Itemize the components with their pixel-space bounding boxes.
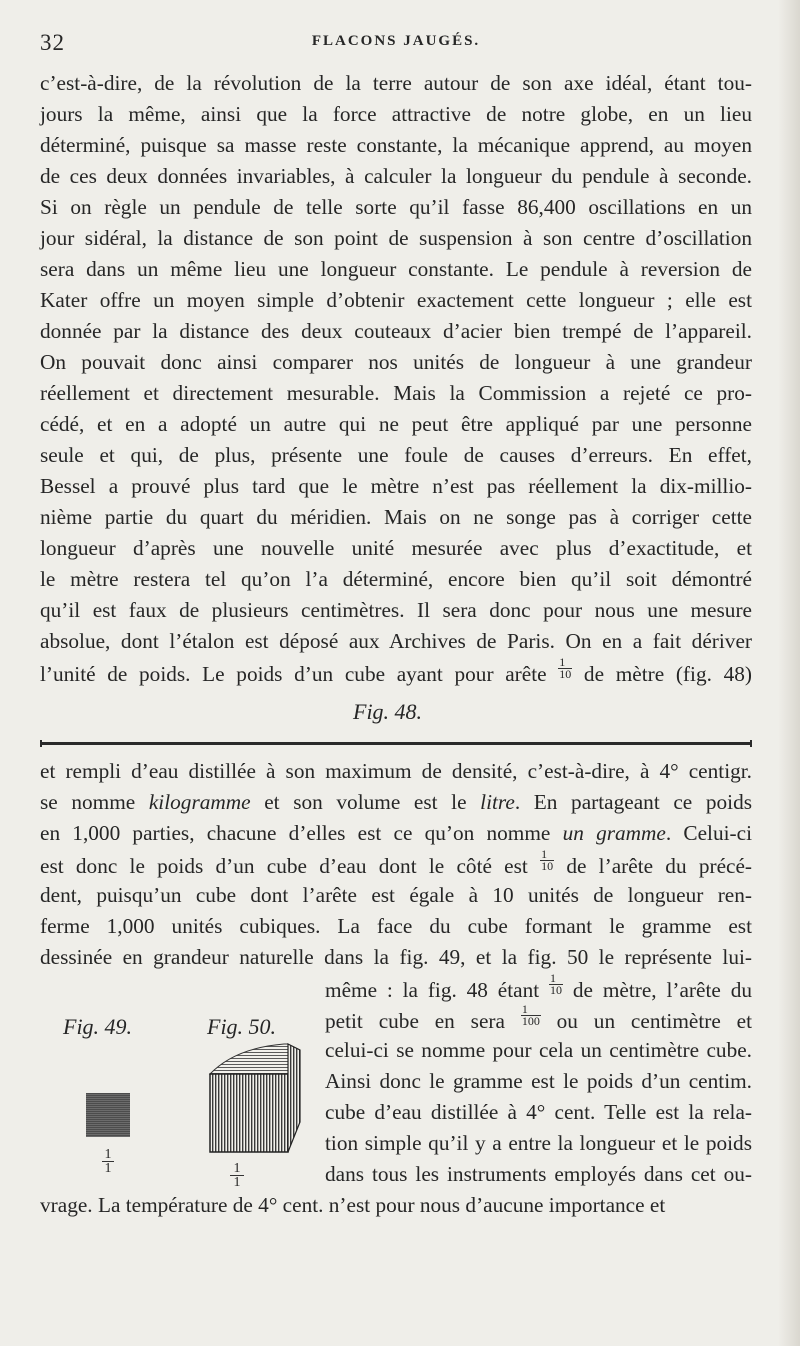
text-line: cube d’eau distillée à 4° cent. Telle est la rela- [325,1100,752,1124]
text-line: tion simple qu’il y a entre la longueur et le poids [325,1131,752,1155]
text-line: Kater offre un moyen simple d’obtenir exactement cette longueur ; elle est [40,288,752,312]
fig49-scale: 1 1 [102,1148,114,1175]
text-line: longueur d’après une nouvelle unité mesurée avec plus d’exactitude, et [40,536,752,560]
text-line: jour sidéral, la distance de son point de suspension à son centre d’oscillation [40,226,752,250]
text-line: qu’il est faux de plusieurs centimètres. Il sera donc pour nous une mesure [40,598,752,622]
text-line: vrage. La température de 4° cent. n’est pour nous d’aucune importance et [40,1193,666,1217]
text-line: petit cube en sera $\frac{1}{100}$ ou un centimètre et [325,1002,753,1033]
text-line: seule et qui, de plus, présente une foule de causes d’erreurs. En effet, [40,443,752,467]
text-line: se nomme kilogramme et son volume est le litre. En partageant ce poids [40,790,753,814]
text-line: On pouvait donc ainsi comparer nos unités de longueur à une grandeur [40,350,752,374]
text-line: est donc le poids d’un cube d’eau dont le côté est $\frac{1}{10}$ de l’arête du précé- [40,847,753,878]
text-line: Ainsi donc le gramme est le poids d’un centim. [325,1069,752,1093]
text-line: nième partie du quart du méridien. Mais on ne songe pas à corriger cette [40,505,752,529]
text-line: Bessel a prouvé plus tard que le mètre n’est pas réellement la dix-millio- [40,474,752,498]
fig48-decimeter-rule [40,740,752,747]
text-line: jours la même, ainsi que la force attractive de notre globe, en un lieu [40,102,752,126]
page-number: 32 [40,30,65,55]
fraction-one-tenth: $\frac{1}{10}$ [550,971,563,997]
text-line: cédé, et en a adopté un autre qui ne peut être appliqué par une personne [40,412,752,436]
fig50-caption: Fig. 50. [207,1014,277,1039]
running-head: FLACONS JAUGÉS. [311,33,481,49]
term-gramme: un gramme [562,821,666,845]
text-fragment: l’unité de poids. Le poids d’un cube ayant pour arête [40,662,547,686]
text-line: déterminé, puisque sa masse reste constante, la mécanique apprend, au moyen [40,133,752,157]
fig49-gramme-square [86,1093,130,1137]
fig50-scale: 1 1 [230,1162,244,1189]
fraction-one-tenth: $\frac{1}{10}$ [559,655,572,681]
text-line: même : la fig. 48 étant $\frac{1}{10}$ de mètre, l’arête du [325,971,752,1002]
term-kilogramme: kilogramme [148,790,251,814]
text-line [40,657,752,690]
text-line: c’est-à-dire, de la révolution de la terre autour de son axe idéal, étant tou- [40,71,752,95]
page-header [40,30,752,54]
page-edge-shadow [778,0,800,1346]
text-line: réellement et directement mesurable. Mais la Commission a rejeté ce pro- [40,381,752,405]
text-line: dessinée en grandeur naturelle dans la fig. 49, et la fig. 50 le représente lui- [40,945,752,969]
text-line: ferme 1,000 unités cubiques. La face du cube formant le gramme est [40,914,752,938]
text-line: dent, puisqu’un cube dont l’arête est égale à 10 unités de longueur ren- [40,883,752,907]
fig50-cube-drawing [200,1040,305,1160]
text-line: et rempli d’eau distillée à son maximum de densité, c’est-à-dire, à 4° centigr. [40,759,752,783]
text-line: donnée par la distance des deux couteaux d’acier bien trempé de l’appareil. [40,319,752,343]
text-line: dans tous les instruments employés dans cet ou- [325,1162,752,1186]
fig48-caption: Fig. 48. [353,699,423,724]
text-line: sera dans un même lieu une longueur constante. Le pendule à reversion de [40,257,752,281]
text-line: celui-ci se nomme pour cela un centimètre cube. [325,1038,752,1062]
text-fragment: de mètre (fig. 48) [583,662,752,686]
fig49-caption: Fig. 49. [63,1014,133,1039]
text-line: Si on règle un pendule de telle sorte qu’il fasse 86,400 oscillations en un [40,195,752,219]
term-litre: litre [480,790,515,814]
fraction-one-tenth: $\frac{1}{10}$ [541,847,554,873]
text-line: en 1,000 parties, chacune d’elles est ce qu’on nomme un gramme. Celui-ci [40,821,753,845]
fraction-one-hundredth: $\frac{1}{100}$ [521,1002,540,1028]
text-line: de ces deux données invariables, à calculer la longueur du pendule à seconde. [40,164,752,188]
text-line: le mètre restera tel qu’on l’a déterminé, encore bien qu’il soit démontré [40,567,752,591]
text-line: absolue, dont l’étalon est déposé aux Archives de Paris. On en a fait dériver [40,629,752,653]
